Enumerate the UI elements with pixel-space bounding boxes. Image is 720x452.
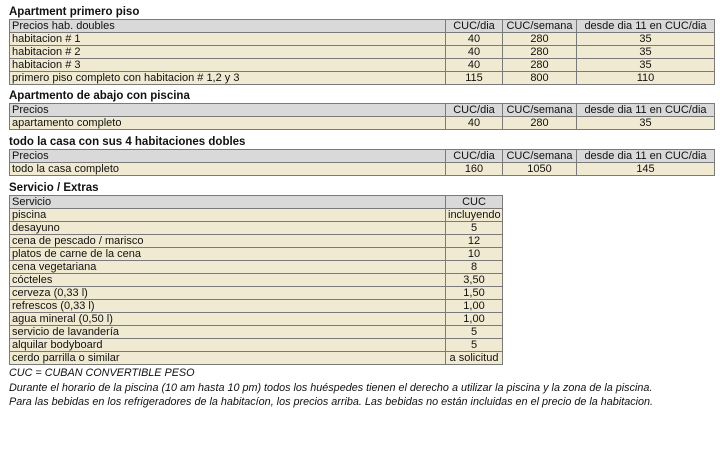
room-name: todo la casa completo [10,163,446,176]
note-pool-hours: Durante el horario de la piscina (10 am hasta 10 pm) todos los huéspedes tienen el derecho a utilizar la piscina y la zona de la piscina. [9,381,653,394]
service-price: 10 [446,248,503,261]
price-from-day-11: 145 [577,163,715,176]
price-per-week: 280 [503,46,577,59]
price-per-week: 280 [503,117,577,130]
table-row [10,59,715,72]
room-name: apartamento completo [10,117,446,130]
header-cell: Precios hab. doubles [10,20,446,33]
table-row [10,209,503,222]
section-title-apartment-primero-piso: Apartment primero piso [9,6,140,18]
header-cell: desde dia 11 en CUC/dia [577,104,715,117]
price-per-day: 40 [446,33,503,46]
room-name: habitacion # 3 [10,59,446,72]
section-title-apartmento-de-abajo: Apartmento de abajo con piscina [9,90,190,102]
price-list [9,4,714,410]
service-name: cena vegetariana [10,261,446,274]
table-row [10,117,715,130]
service-name: cerveza (0,33 l) [10,287,446,300]
price-from-day-11: 110 [577,72,715,85]
room-name: primero piso completo con habitacion # 1,2 y 3 [10,72,446,85]
service-price: incluyendo [446,209,503,222]
service-price: 1,50 [446,287,503,300]
price-per-day: 40 [446,59,503,72]
header-cell: CUC/dia [446,104,503,117]
service-price: 5 [446,326,503,339]
section-title-todo-la-casa: todo la casa con sus 4 habitaciones dobles [9,136,246,148]
table-row [10,300,503,313]
table-row [10,222,503,235]
section-title-servicio-extras: Servicio / Extras [9,182,99,194]
header-cell: desde dia 11 en CUC/dia [577,150,715,163]
price-per-day: 160 [446,163,503,176]
service-price: a solicitud [446,352,503,365]
service-price: 5 [446,339,503,352]
table-row [10,313,503,326]
price-from-day-11: 35 [577,33,715,46]
header-cell: CUC/dia [446,150,503,163]
price-table-apartmento-de-abajo [9,103,715,130]
service-name: desayuno [10,222,446,235]
table-header-row [10,104,715,117]
room-name: habitacion # 1 [10,33,446,46]
price-per-week: 1050 [503,163,577,176]
header-cell: desde dia 11 en CUC/dia [577,20,715,33]
service-name: servicio de lavandería [10,326,446,339]
header-cell: Servicio [10,196,446,209]
service-name: cócteles [10,274,446,287]
header-cell: CUC [446,196,503,209]
table-row [10,287,503,300]
table-row [10,261,503,274]
table-row [10,163,715,176]
table-row [10,72,715,85]
header-cell: CUC/dia [446,20,503,33]
extras-table [9,195,503,365]
header-cell: CUC/semana [503,20,577,33]
table-row [10,248,503,261]
price-from-day-11: 35 [577,46,715,59]
table-header-row [10,196,503,209]
price-per-day: 40 [446,46,503,59]
header-cell: CUC/semana [503,104,577,117]
service-name: cena de pescado / marisco [10,235,446,248]
notes [9,366,714,410]
price-per-day: 40 [446,117,503,130]
service-name: piscina [10,209,446,222]
header-cell: Precios [10,104,446,117]
price-table-todo-la-casa [9,149,715,176]
table-row [10,274,503,287]
table-row [10,33,715,46]
service-name: refrescos (0,33 l) [10,300,446,313]
service-price: 12 [446,235,503,248]
price-table-apartment-primero-piso [9,19,715,85]
service-price: 1,00 [446,313,503,326]
price-per-week: 800 [503,72,577,85]
price-from-day-11: 35 [577,59,715,72]
price-per-week: 280 [503,33,577,46]
service-name: platos de carne de la cena [10,248,446,261]
service-name: alquilar bodyboard [10,339,446,352]
table-row [10,46,715,59]
header-cell: Precios [10,150,446,163]
room-name: habitacion # 2 [10,46,446,59]
service-price: 8 [446,261,503,274]
table-row [10,235,503,248]
table-row [10,326,503,339]
table-header-row [10,20,715,33]
service-name: agua mineral (0,50 l) [10,313,446,326]
service-name: cerdo parrilla o similar [10,352,446,365]
note-drinks: Para las bebidas en los refrigeradores de la habitacíon, los precios arriba. Las bebidas no están incluidas en el precio de la habitacion. [9,396,654,408]
note-currency: CUC = CUBAN CONVERTIBLE PESO [9,367,195,379]
service-price: 5 [446,222,503,235]
header-cell: CUC/semana [503,150,577,163]
price-per-week: 280 [503,59,577,72]
price-per-day: 115 [446,72,503,85]
service-price: 1,00 [446,300,503,313]
price-from-day-11: 35 [577,117,715,130]
table-header-row [10,150,715,163]
table-row [10,339,503,352]
table-row [10,352,503,365]
service-price: 3,50 [446,274,503,287]
